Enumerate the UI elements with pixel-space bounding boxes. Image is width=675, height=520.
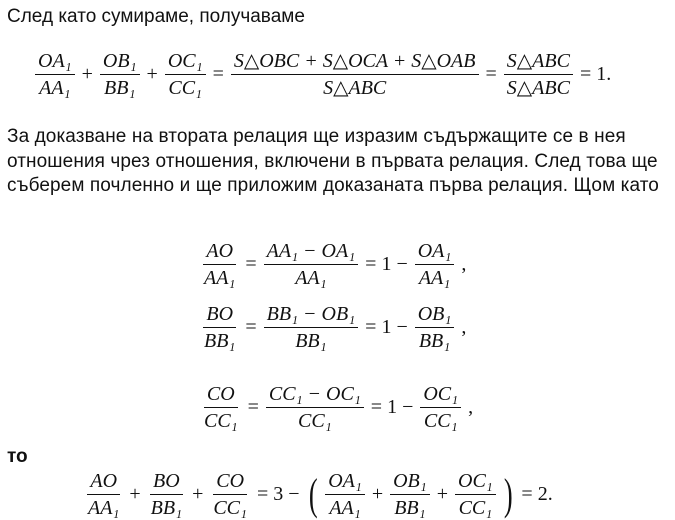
numerator: BB₁ − OB₁ bbox=[264, 303, 359, 328]
operator: + bbox=[436, 483, 449, 505]
fraction bbox=[504, 50, 573, 99]
equation-c-ratio bbox=[198, 383, 477, 432]
to-word: то bbox=[7, 446, 28, 467]
numerator: CO bbox=[213, 470, 247, 495]
fraction bbox=[35, 50, 75, 99]
fraction bbox=[231, 50, 479, 99]
numerator: AO bbox=[87, 470, 120, 495]
denominator: CC₁ bbox=[204, 410, 238, 432]
operator: + bbox=[146, 63, 158, 85]
numerator: AO bbox=[203, 240, 236, 265]
operator: = bbox=[485, 63, 497, 85]
denominator: AA₁ bbox=[39, 77, 71, 99]
operator: + bbox=[371, 483, 384, 505]
numerator: OB₁ bbox=[100, 50, 140, 75]
fraction bbox=[264, 303, 359, 352]
body-paragraph: За доказване на втората релация ще изразим съдържащите се в нея отношения чрез отношения, включени в първата релация. След това ще съберем почленно и ще приложим доказаната първа релация. Щом като bbox=[7, 126, 659, 196]
denominator: AA₁ bbox=[295, 267, 327, 289]
numerator: OA₁ bbox=[415, 240, 455, 265]
result: = 2. bbox=[521, 483, 553, 505]
punctuation: , bbox=[468, 396, 474, 418]
result: = 1. bbox=[579, 63, 612, 85]
denominator: AA₁ bbox=[204, 267, 236, 289]
operator: + bbox=[129, 483, 141, 505]
denominator: CC₁ bbox=[423, 410, 458, 432]
left-paren: ( bbox=[308, 469, 318, 519]
numerator: OB₁ bbox=[415, 303, 455, 328]
operator: + bbox=[81, 63, 93, 85]
fraction bbox=[264, 240, 359, 289]
fraction bbox=[201, 303, 238, 352]
fraction bbox=[201, 240, 238, 289]
numerator: S△OBC + S△OCA + S△OAB bbox=[231, 50, 479, 75]
numerator: OB₁ bbox=[390, 470, 430, 495]
operator: = 3 − bbox=[256, 483, 300, 505]
equation-sum-of-ratios bbox=[32, 50, 615, 99]
numerator: OC₁ bbox=[165, 50, 206, 75]
fraction bbox=[390, 470, 430, 519]
punctuation: , bbox=[461, 253, 467, 275]
numerator: CC₁ − OC₁ bbox=[266, 383, 364, 408]
operator: = 1 − bbox=[365, 253, 408, 275]
equation-a-ratio bbox=[198, 240, 470, 289]
denominator: AA₁ bbox=[88, 497, 120, 519]
denominator: AA₁ bbox=[418, 267, 451, 289]
numerator: OA₁ bbox=[35, 50, 75, 75]
operator: = bbox=[212, 63, 224, 85]
denominator: BB₁ bbox=[295, 330, 327, 352]
denominator: BB₁ bbox=[150, 497, 183, 519]
punctuation: , bbox=[461, 316, 467, 338]
fraction bbox=[165, 50, 206, 99]
numerator: BO bbox=[203, 303, 236, 328]
fraction bbox=[85, 470, 122, 519]
fraction bbox=[415, 240, 455, 289]
operator: = 1 − bbox=[365, 316, 408, 338]
denominator: CC₁ bbox=[168, 77, 202, 99]
numerator: OC₁ bbox=[455, 470, 496, 495]
operator: = bbox=[247, 396, 259, 418]
operator: = bbox=[245, 253, 257, 275]
right-paren: ) bbox=[503, 469, 513, 519]
denominator: S△ABC bbox=[323, 77, 387, 99]
denominator: CC₁ bbox=[213, 497, 247, 519]
fraction bbox=[420, 383, 461, 432]
numerator: AA₁ − OA₁ bbox=[264, 240, 359, 265]
denominator: CC₁ bbox=[458, 497, 493, 519]
numerator: CO bbox=[204, 383, 238, 408]
fraction bbox=[201, 383, 241, 432]
numerator: S△ABC bbox=[504, 50, 573, 75]
fraction bbox=[148, 470, 185, 519]
denominator: CC₁ bbox=[298, 410, 332, 432]
numerator: OC₁ bbox=[420, 383, 461, 408]
operator: + bbox=[192, 483, 204, 505]
denominator: S△ABC bbox=[506, 77, 570, 99]
denominator: AA₁ bbox=[329, 497, 361, 519]
equation-final-sum bbox=[82, 470, 557, 519]
fraction bbox=[415, 303, 455, 352]
fraction bbox=[325, 470, 365, 519]
fraction bbox=[455, 470, 496, 519]
numerator: BO bbox=[150, 470, 183, 495]
fraction bbox=[266, 383, 364, 432]
denominator: BB₁ bbox=[418, 330, 451, 352]
denominator: BB₁ bbox=[104, 77, 136, 99]
operator: = bbox=[245, 316, 257, 338]
intro-line: След като сумираме, получаваме bbox=[7, 6, 305, 27]
denominator: BB₁ bbox=[394, 497, 426, 519]
fraction bbox=[210, 470, 250, 519]
numerator: OA₁ bbox=[325, 470, 365, 495]
denominator: BB₁ bbox=[204, 330, 236, 352]
equation-b-ratio bbox=[198, 303, 470, 352]
fraction bbox=[100, 50, 140, 99]
operator: = 1 − bbox=[370, 396, 414, 418]
